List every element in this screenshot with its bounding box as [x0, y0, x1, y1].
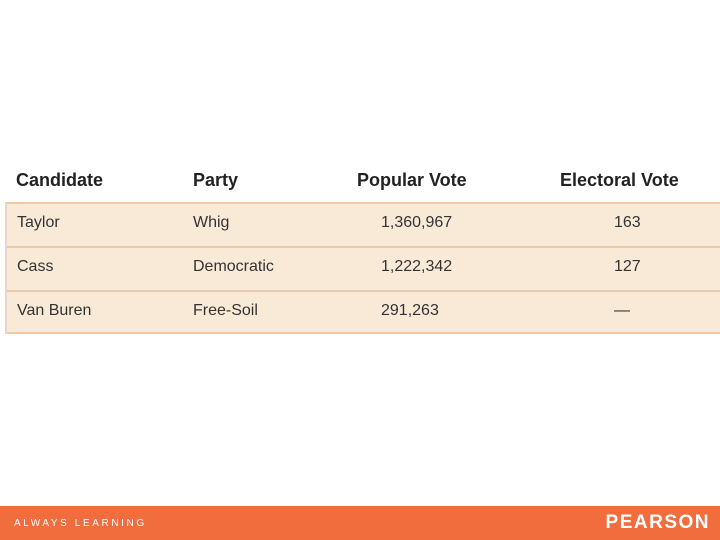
- header-electoral-vote: Electoral Vote: [560, 170, 679, 190]
- footer-tagline: ALWAYS LEARNING: [14, 518, 147, 529]
- cell-party: Free-Soil: [193, 302, 258, 319]
- footer-bar: [0, 506, 720, 540]
- cell-party: Democratic: [193, 258, 274, 275]
- cell-electoral-vote: —: [614, 302, 630, 319]
- header-popular-vote: Popular Vote: [357, 170, 467, 190]
- cell-party: Whig: [193, 214, 230, 231]
- table-body: [5, 202, 720, 334]
- pearson-logo: PEARSON: [605, 512, 710, 533]
- cell-candidate: Van Buren: [17, 302, 92, 319]
- cell-popular-vote: 291,263: [381, 302, 439, 319]
- table-row: [7, 204, 720, 248]
- table-header-row: [0, 158, 720, 202]
- header-party: Party: [193, 170, 239, 190]
- cell-candidate: Cass: [17, 258, 54, 275]
- table-row: [7, 248, 720, 292]
- cell-popular-vote: 1,360,967: [381, 214, 453, 231]
- header-candidate: Candidate: [16, 170, 104, 190]
- table-row: [7, 292, 720, 334]
- cell-popular-vote: 1,222,342: [381, 258, 453, 275]
- cell-candidate: Taylor: [17, 214, 60, 231]
- cell-electoral-vote: 163: [614, 214, 641, 231]
- election-results-table: [0, 158, 720, 334]
- cell-electoral-vote: 127: [614, 258, 641, 275]
